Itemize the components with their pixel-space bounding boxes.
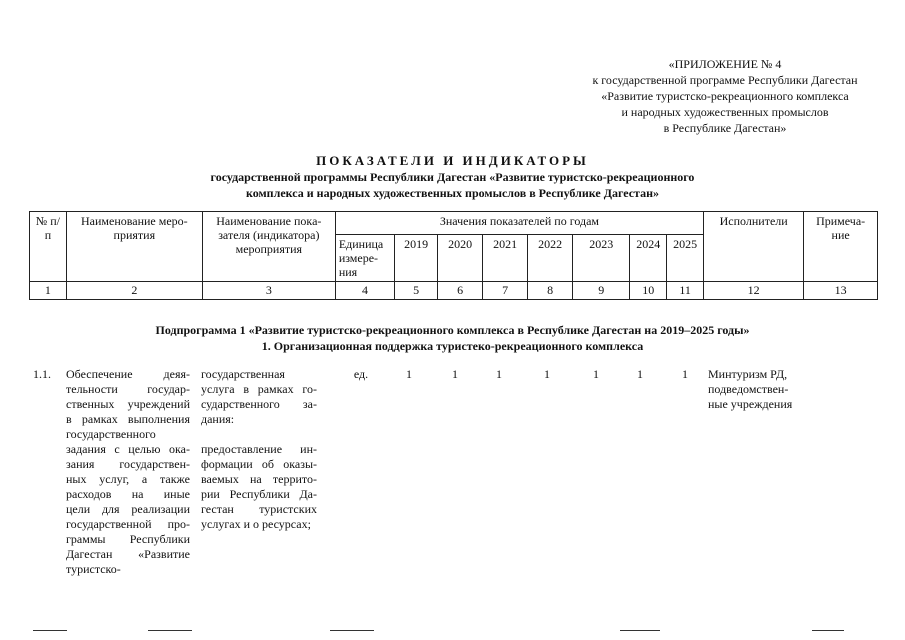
header-exec: Исполнители (704, 212, 804, 282)
column-number: 12 (704, 282, 804, 300)
header-name-l2: приятия (113, 228, 156, 242)
column-number: 11 (667, 282, 704, 300)
indicator-line: услугах и о ресурсах; (201, 517, 311, 531)
header-year: 2025 (667, 235, 704, 282)
indicator-line: государственная (201, 367, 285, 381)
column-number: 5 (395, 282, 438, 300)
header-year: 2023 (573, 235, 630, 282)
header-year: 2020 (438, 235, 483, 282)
header-note-l2: ние (831, 228, 850, 242)
appendix-line: «ПРИЛОЖЕНИЕ № 4 (668, 57, 782, 71)
executor-line: подведомствен- (708, 382, 789, 396)
activity-line: Обеспечение деяя- (66, 367, 190, 381)
row-value-2023: 1 (593, 367, 599, 381)
appendix-line: к государственной программе Республики Дагестан (592, 73, 858, 87)
header-year: 2019 (395, 235, 438, 282)
section-title: 1. Организационная поддержка туристеко-рекреационного комплекса (261, 339, 644, 353)
header-year: 2022 (528, 235, 573, 282)
row-activity-name (66, 367, 190, 577)
document-subtitle-line1: государственной программы Республики Дагестан «Развитие туристско-рекреационного (210, 170, 695, 184)
indicator-line: сударственного за- (201, 397, 317, 411)
column-number: 9 (573, 282, 630, 300)
row-value-2021: 1 (496, 367, 502, 381)
activity-line: зания государствен- (66, 457, 190, 471)
header-indicator (202, 212, 335, 282)
header-num: № п/п (30, 212, 67, 282)
row-executors (708, 367, 818, 412)
header-note-l1: Примеча- (816, 214, 866, 228)
activity-line: ственных учреждений (66, 397, 190, 411)
header-year: 2021 (483, 235, 528, 282)
indicator-line: гестан туристских (201, 502, 317, 516)
header-values: Значения показателей по годам (335, 212, 703, 235)
indicator-line: формации об оказы- (201, 457, 317, 471)
column-number: 1 (30, 282, 67, 300)
column-number: 8 (528, 282, 573, 300)
appendix-line: в Республике Дагестан» (663, 121, 787, 135)
row-value-2020: 1 (452, 367, 458, 381)
appendix-line: «Развитие туристско-рекреационного комплекса (601, 89, 849, 103)
header-indicator-l2: зателя (индикатора) (218, 228, 320, 242)
activity-line: цели для реализации (66, 502, 190, 516)
header-note (804, 212, 878, 282)
scan-mark (620, 630, 660, 631)
row-value-2019: 1 (406, 367, 412, 381)
header-indicator-l3: мероприятия (235, 242, 303, 256)
indicator-line: дания: (201, 412, 235, 426)
header-unit-l3: ния (338, 265, 358, 279)
column-number: 3 (202, 282, 335, 300)
row-number: 1.1. (33, 367, 51, 381)
column-number: 4 (335, 282, 394, 300)
header-name (66, 212, 202, 282)
row-value-2024: 1 (637, 367, 643, 381)
activity-line: тельности государ- (66, 382, 190, 396)
appendix-line: и народных художественных промыслов (621, 105, 829, 119)
column-number: 2 (66, 282, 202, 300)
activity-line: задания с целью ока- (66, 442, 190, 456)
row-indicator-name (201, 367, 317, 532)
indicator-line: предоставление ин- (201, 442, 317, 456)
activity-line: граммы Республики (66, 532, 190, 546)
column-number: 6 (438, 282, 483, 300)
column-number: 10 (630, 282, 667, 300)
column-number: 13 (804, 282, 878, 300)
indicator-line: ваемых на террито- (201, 472, 317, 486)
header-unit-l2: измере- (338, 251, 379, 265)
activity-line: государственного (66, 427, 156, 441)
activity-line: Дагестан «Развитие (66, 547, 190, 561)
row-value-2025: 1 (682, 367, 688, 381)
column-number: 7 (483, 282, 528, 300)
appendix-header (560, 56, 890, 136)
activity-line: государственной про- (66, 517, 190, 531)
activity-line: в рамках выполнения (66, 412, 190, 426)
row-value-2022: 1 (544, 367, 550, 381)
scan-mark (148, 630, 192, 631)
header-indicator-l1: Наименование пока- (216, 214, 322, 228)
document-subtitle-line2: комплекса и народных художественных промыслов в Республике Дагестан» (245, 186, 659, 200)
header-unit-l1: Единица (338, 237, 384, 251)
scan-mark (33, 630, 67, 631)
indicators-table-header (29, 211, 878, 300)
indicator-line (201, 427, 317, 442)
scan-mark (330, 630, 374, 631)
row-unit: ед. (353, 367, 369, 381)
header-year: 2024 (630, 235, 667, 282)
executor-line: Минтуризм РД, (708, 367, 788, 381)
activity-line: расходов на иные (66, 487, 190, 501)
indicator-line: услуга в рамках го- (201, 382, 317, 396)
activity-line: туристско- (66, 562, 121, 576)
header-name-l1: Наименование меро- (80, 214, 188, 228)
document-title: ПОКАЗАТЕЛИ И ИНДИКАТОРЫ (316, 153, 589, 168)
header-unit (335, 235, 394, 282)
scan-mark (812, 630, 844, 631)
activity-line: ных услуг, а также (66, 472, 190, 486)
executor-line: ные учреждения (708, 397, 793, 411)
subprogram-title: Подпрограмма 1 «Развитие туристско-рекреационного комплекса в Республике Дагестан на 2019–2025 годы» (155, 323, 750, 337)
indicator-line: рии Республики Да- (201, 487, 317, 501)
